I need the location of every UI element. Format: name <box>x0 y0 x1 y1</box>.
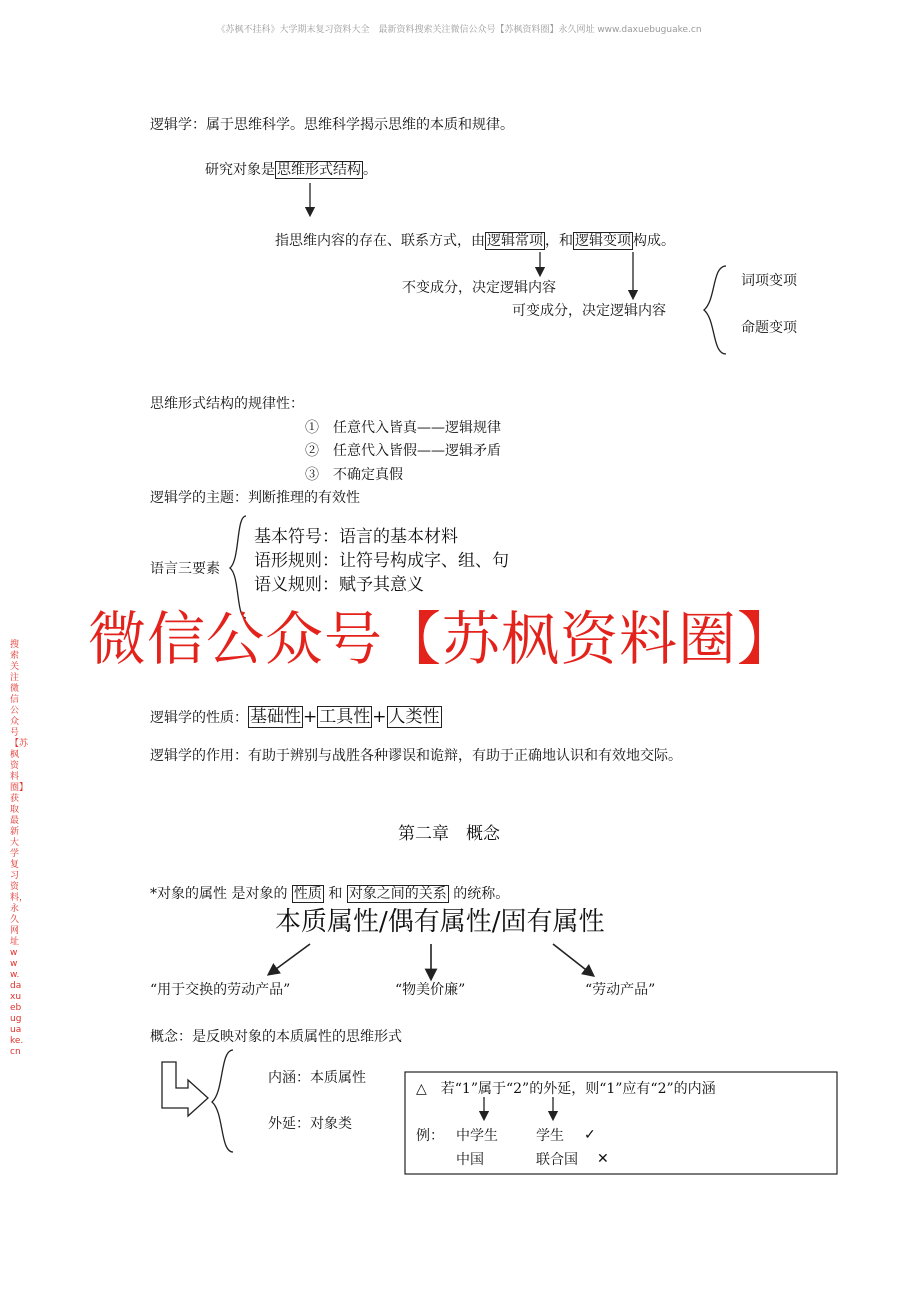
language-item-syntax: 语形规则：让符号构成字、组、句 <box>254 551 509 571</box>
attribute-definition: *对象的属性 是对象的 性质 和 对象之间的关系 的统称。 <box>150 886 510 902</box>
line-logic-definition: 逻辑学：属于思维科学。思维科学揭示思维的本质和规律。 <box>150 117 514 133</box>
attribute-example-accidental: “物美价廉” <box>395 982 466 998</box>
note-row1-sup: 学生 <box>536 1128 564 1144</box>
arrow-essential <box>272 944 310 972</box>
boxed-constant: 逻辑常项 <box>487 233 543 249</box>
boxed-relation: 对象之间的关系 <box>348 886 447 902</box>
hollow-arrow-icon <box>162 1062 208 1116</box>
chapter-title: 第二章 概念 <box>398 824 500 844</box>
watermark-banner: 微信公众号【苏枫资料圈】 <box>88 605 797 673</box>
brace-variable <box>704 266 726 354</box>
attribute-example-inherent: “劳动产品” <box>585 982 656 998</box>
note-row2-sub: 中国 <box>456 1152 484 1168</box>
nature-basic: 基础性 <box>250 707 301 727</box>
regularity-item-3: ③ 不确定真假 <box>305 467 403 483</box>
boxed-term: 思维形式结构 <box>277 162 361 178</box>
page-header: 《苏枫不挂科》大学期末复习资料大全 最新资料搜索关注微信公众号【苏枫资料圈】永久网址 www.daxuebuguake.cn <box>216 25 702 35</box>
regularity-item-1: ① 任意代入皆真——逻辑规律 <box>305 420 501 436</box>
cross-icon: ✕ <box>597 1151 609 1167</box>
check-icon: ✓ <box>584 1127 596 1143</box>
side-watermark-text: 搜索关注微信公众号【苏枫资料圈】获取最新大学复习资料，永久网址www.daxuebuguake.cn <box>10 640 29 1057</box>
regularity-title: 思维形式结构的规律性： <box>150 396 304 412</box>
constant-description: 不变成分，决定逻辑内容 <box>402 280 556 296</box>
language-label: 语言三要素 <box>150 561 220 577</box>
boxed-property: 性质 <box>293 886 322 902</box>
brace-concept <box>212 1050 233 1152</box>
attribute-example-essential: “用于交换的劳动产品” <box>150 982 291 998</box>
boxed-variable: 逻辑变项 <box>575 233 631 249</box>
logic-theme: 逻辑学的主题：判断推理的有效性 <box>150 490 360 506</box>
form-structure: 指思维内容的存在、联系方式，由 逻辑常项 ，和 逻辑变项 构成。 <box>275 233 675 249</box>
arrow-inherent <box>553 944 590 973</box>
variable-type-proposition: 命题变项 <box>741 320 797 336</box>
language-item-semantics: 语义规则：赋予其意义 <box>254 575 424 595</box>
concept-intension: 内涵：本质属性 <box>268 1070 366 1086</box>
variable-description: 可变成分，决定逻辑内容 <box>512 303 666 319</box>
variable-type-term: 词项变项 <box>741 273 797 289</box>
note-row2-sup: 联合国 <box>536 1152 578 1168</box>
nature-tool: 工具性 <box>319 707 371 727</box>
note-example-label: 例： <box>416 1128 444 1144</box>
language-item-symbols: 基本符号：语言的基本材料 <box>254 527 458 547</box>
logic-nature: 逻辑学的性质： 基础性 + 工具性 + 人类性 <box>150 707 440 727</box>
nature-human: 人类性 <box>388 707 440 727</box>
note-row1-sub: 中学生 <box>456 1128 498 1144</box>
logic-function: 逻辑学的作用：有助于辨别与战胜各种谬误和诡辩，有助于正确地认识和有效地交际。 <box>150 748 682 764</box>
research-object: 研究对象是 思维形式结构 。 <box>205 162 377 178</box>
attribute-types: 本质属性/偶有属性/固有属性 <box>275 907 605 937</box>
brace-language <box>230 516 246 618</box>
regularity-item-2: ② 任意代入皆假——逻辑矛盾 <box>305 443 501 459</box>
note-rule: △ 若“1”属于“2”的外延，则“1”应有“2”的内涵 <box>416 1081 716 1097</box>
concept-extension: 外延：对象类 <box>268 1116 352 1132</box>
concept-definition: 概念：是反映对象的本质属性的思维形式 <box>150 1029 402 1045</box>
